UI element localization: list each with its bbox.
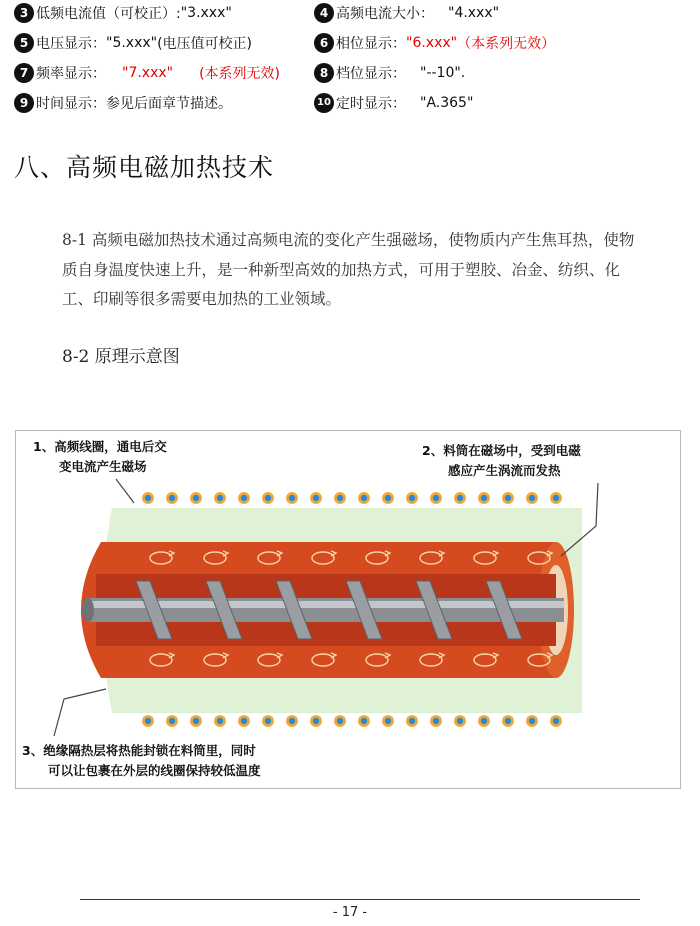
display-note: （本系列无效） [457, 36, 556, 52]
coil-core [193, 718, 199, 724]
display-item-7 [14, 60, 280, 86]
coil-core [337, 495, 343, 501]
coil-core [409, 718, 415, 724]
coil-core [145, 718, 151, 724]
coil-core [337, 718, 343, 724]
caption-barrel: 2、料筒在磁场中，受到电磁 感应产生涡流而发热 [422, 443, 581, 478]
display-label: 定时显示： [336, 96, 406, 112]
coil-core [169, 718, 175, 724]
display-item-8 [314, 60, 465, 86]
display-value: "A.365" [420, 95, 474, 111]
coil-core [169, 495, 175, 501]
coil-core [553, 718, 559, 724]
display-item-4 [314, 0, 499, 26]
coil-core [217, 495, 223, 501]
coil-core [529, 718, 535, 724]
display-value: "6.xxx" [406, 35, 458, 51]
display-item-10 [314, 90, 473, 116]
display-note: (本系列无效) [199, 66, 281, 82]
display-value: "--10". [420, 65, 466, 81]
footer-divider [80, 899, 640, 900]
number-badge: 8 [314, 63, 334, 83]
coil-core [433, 718, 439, 724]
number-badge: 6 [314, 33, 334, 53]
page-number: - 17 - [332, 905, 368, 920]
display-label: 电压显示： [36, 36, 106, 52]
coil-core [553, 495, 559, 501]
display-label: 高频电流大小： [336, 6, 434, 22]
display-item-9 [14, 90, 232, 116]
coil-core [361, 718, 367, 724]
coil-core [505, 718, 511, 724]
display-label: 频率显示： [36, 66, 106, 82]
coil-core [193, 495, 199, 501]
display-value: "3.xxx" [180, 5, 232, 21]
display-note: (电压值可校正) [157, 36, 253, 52]
coil-core [289, 718, 295, 724]
display-label: 时间显示：参见后面章节描述。 [36, 96, 232, 112]
number-badge: 5 [14, 33, 34, 53]
coil-core [313, 495, 319, 501]
coil-core [361, 495, 367, 501]
coil-core [145, 495, 151, 501]
display-item-5 [14, 30, 252, 56]
number-badge: 4 [314, 3, 334, 23]
caption-coil: 1、高频线圈，通电后交 变电流产生磁场 [33, 439, 167, 474]
display-value: "7.xxx" [122, 65, 174, 81]
display-item-3 [14, 0, 232, 26]
coil-core [433, 495, 439, 501]
principle-diagram [15, 430, 681, 789]
coil-core [217, 718, 223, 724]
coil-core [505, 495, 511, 501]
intro-paragraph: 8-1 高频电磁加热技术通过高频电流的变化产生强磁场，使物质内产生焦耳热，使物质自身温度快速上升，是一种新型高效的加热方式，可用于塑胶、冶金、纺织、化工、印刷等很多需要电加热的工业领域。 [62, 231, 635, 308]
induction-heating-illustration [16, 431, 680, 788]
caption-insulation: 3、绝缘隔热层将热能封锁在料筒里，同时 可以让包裹在外层的线圈保持较低温度 [22, 743, 261, 778]
coil-core [529, 495, 535, 501]
coil-core [385, 718, 391, 724]
coil-core [385, 495, 391, 501]
number-badge: 10 [314, 93, 334, 113]
coil-core [241, 718, 247, 724]
display-value: "5.xxx" [106, 35, 158, 51]
number-badge: 9 [14, 93, 34, 113]
display-label: 档位显示： [336, 66, 406, 82]
coil-core [241, 495, 247, 501]
subsection-title: 8-2 原理示意图 [62, 347, 180, 367]
display-item-6 [314, 30, 555, 56]
coil-core [481, 718, 487, 724]
coil-core [457, 495, 463, 501]
coil-core [481, 495, 487, 501]
coil-core [289, 495, 295, 501]
leader-line [116, 479, 134, 503]
display-label: 相位显示： [336, 36, 406, 52]
number-badge: 3 [14, 3, 34, 23]
display-label: 低频电流值（可校正）: [36, 6, 181, 22]
coil-core [265, 495, 271, 501]
number-badge: 7 [14, 63, 34, 83]
coil-core [457, 718, 463, 724]
coil-core [265, 718, 271, 724]
coil-core [313, 718, 319, 724]
section-title: 八、高频电磁加热技术 [14, 153, 275, 182]
leader-line [54, 689, 106, 736]
coil-core [409, 495, 415, 501]
display-value: "4.xxx" [448, 5, 500, 21]
